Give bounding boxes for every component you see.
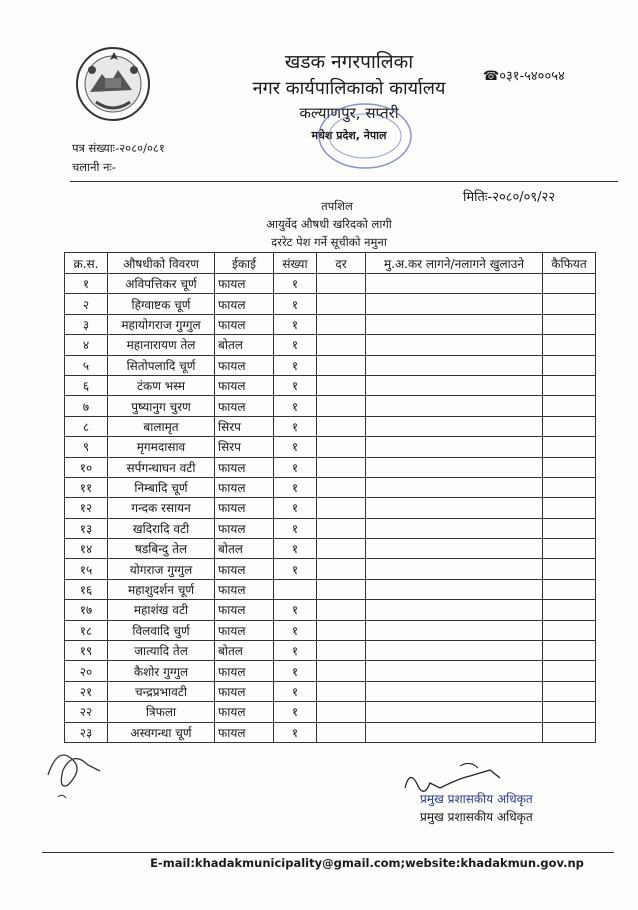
row-rate (317, 375, 366, 395)
row-qty: १ (274, 559, 317, 579)
row-qty: १ (274, 355, 317, 375)
row-remarks (543, 477, 596, 497)
row-vat (366, 641, 543, 661)
row-medicine-name: विलवादि चुर्ण (108, 620, 215, 640)
row-qty: १ (274, 681, 317, 701)
row-sn: १५ (65, 559, 108, 579)
row-unit: बोतल (215, 641, 274, 661)
row-remarks (543, 437, 596, 457)
row-rate (317, 477, 366, 497)
rate-list-heading: दररेट पेश गर्ने सूचीको नमुना (271, 235, 387, 249)
row-unit: फायल (215, 518, 274, 538)
row-qty (274, 579, 317, 599)
row-rate (317, 559, 366, 579)
header-unit: ईकाई (215, 253, 274, 274)
row-rate (317, 457, 366, 477)
row-vat (366, 498, 543, 518)
row-rate (317, 416, 366, 436)
row-remarks (543, 375, 596, 395)
row-qty: १ (274, 294, 317, 314)
row-medicine-name: कैशोर गुग्गुल (108, 661, 215, 681)
table-row (65, 416, 596, 436)
row-remarks (543, 518, 596, 538)
footer-divider (42, 852, 614, 853)
header-divider (70, 181, 618, 182)
row-remarks (543, 579, 596, 599)
row-medicine-name: महाशुदर्शन चूर्ण (108, 579, 215, 599)
row-unit: फायल (215, 274, 274, 294)
table-row (65, 335, 596, 355)
row-remarks (543, 314, 596, 334)
initial-scribble (38, 735, 108, 805)
row-unit: फायल (215, 396, 274, 416)
row-sn: ८ (65, 416, 108, 436)
row-vat (366, 702, 543, 722)
row-sn: २१ (65, 681, 108, 701)
row-rate (317, 335, 366, 355)
row-sn: १० (65, 457, 108, 477)
row-remarks (543, 661, 596, 681)
row-qty: १ (274, 498, 317, 518)
row-vat (366, 335, 543, 355)
row-vat (366, 437, 543, 457)
row-unit: फायल (215, 477, 274, 497)
row-medicine-name: जात्यादि तेल (108, 641, 215, 661)
row-remarks (543, 702, 596, 722)
row-remarks (543, 641, 596, 661)
row-medicine-name: खदिरादि वटी (108, 518, 215, 538)
table-row (65, 498, 596, 518)
table-row (65, 641, 596, 661)
row-sn: ९ (65, 437, 108, 457)
row-qty: १ (274, 375, 317, 395)
province-name: मधेश प्रदेश, नेपाल (311, 129, 387, 142)
row-remarks (543, 559, 596, 579)
row-sn: ३ (65, 314, 108, 334)
row-remarks (543, 457, 596, 477)
row-remarks (543, 600, 596, 620)
row-remarks (543, 539, 596, 559)
row-medicine-name: महायोगराज गुग्गुल (108, 314, 215, 334)
row-sn: १ (65, 274, 108, 294)
row-qty: १ (274, 641, 317, 661)
row-medicine-name: षडबिन्दु तेल (108, 539, 215, 559)
row-sn: ४ (65, 335, 108, 355)
table-row (65, 620, 596, 640)
signatory-title: प्रमुख प्रशासकीय अधिकृत (420, 810, 533, 824)
row-rate (317, 294, 366, 314)
details-heading: तपशिल (321, 199, 353, 213)
row-unit: फायल (215, 661, 274, 681)
table-row (65, 518, 596, 538)
row-remarks (543, 335, 596, 355)
row-vat (366, 539, 543, 559)
row-unit: फायल (215, 579, 274, 599)
row-vat (366, 559, 543, 579)
row-sn: २३ (65, 722, 108, 742)
table-row (65, 437, 596, 457)
row-rate (317, 314, 366, 334)
row-qty: १ (274, 437, 317, 457)
table-row (65, 600, 596, 620)
signature-stamp-text: प्रमुख प्रशासकीय अधिकृत (420, 792, 533, 806)
row-rate (317, 641, 366, 661)
row-remarks (543, 355, 596, 375)
row-unit: सिरप (215, 416, 274, 436)
table-row (65, 375, 596, 395)
row-remarks (543, 294, 596, 314)
row-sn: १७ (65, 600, 108, 620)
purchase-heading: आयुर्वेद औषधी खरिदको लागी (266, 217, 392, 231)
row-medicine-name: सर्पगन्धाघन वटी (108, 457, 215, 477)
row-medicine-name: बालामृत (108, 416, 215, 436)
row-medicine-name: योगराज गुग्गुल (108, 559, 215, 579)
row-unit: फायल (215, 457, 274, 477)
row-rate (317, 661, 366, 681)
table-row (65, 681, 596, 701)
row-vat (366, 681, 543, 701)
row-qty: १ (274, 722, 317, 742)
row-qty: १ (274, 396, 317, 416)
office-name: नगर कार्यपालिकाको कार्यालय (252, 78, 446, 99)
row-qty: १ (274, 274, 317, 294)
row-rate (317, 518, 366, 538)
header-vat: मु.अ.कर लागने/नलागने खुलाउने (366, 253, 543, 274)
municipality-name: खडक नगरपालिका (284, 51, 414, 73)
row-unit: फायल (215, 498, 274, 518)
row-unit: फायल (215, 375, 274, 395)
row-vat (366, 600, 543, 620)
row-rate (317, 722, 366, 742)
row-medicine-name: अस्वगन्धा चूर्ण (108, 722, 215, 742)
row-vat (366, 722, 543, 742)
table-row (65, 579, 596, 599)
row-rate (317, 498, 366, 518)
row-medicine-name: टंकण भस्म (108, 375, 215, 395)
row-rate (317, 539, 366, 559)
row-unit: बोतल (215, 539, 274, 559)
row-vat (366, 477, 543, 497)
row-medicine-name: त्रिफला (108, 702, 215, 722)
office-location: कल्याणपुर, सप्तरी (299, 104, 399, 122)
row-unit: सिरप (215, 437, 274, 457)
row-medicine-name: सितोपलादि चूर्ण (108, 355, 215, 375)
contact-footer: E-mail:khadakmunicipality@gmail.com;website:khadakmun.gov.np (150, 856, 584, 870)
row-unit: फायल (215, 294, 274, 314)
phone-number: ☎०३१-५४००५४ (483, 69, 565, 84)
table-row (65, 294, 596, 314)
document-date: मितिः-२०८०/०९/२२ (463, 190, 556, 205)
row-unit: फायल (215, 722, 274, 742)
row-remarks (543, 722, 596, 742)
row-vat (366, 579, 543, 599)
row-unit: फायल (215, 620, 274, 640)
row-rate (317, 702, 366, 722)
table-row (65, 314, 596, 334)
row-vat (366, 620, 543, 640)
row-qty: १ (274, 600, 317, 620)
row-sn: २ (65, 294, 108, 314)
row-vat (366, 661, 543, 681)
row-unit: फायल (215, 355, 274, 375)
header-qty: संख्या (274, 253, 317, 274)
table-row (65, 559, 596, 579)
row-sn: ६ (65, 375, 108, 395)
row-medicine-name: निम्बादि चूर्ण (108, 477, 215, 497)
header-rate: दर (317, 253, 366, 274)
row-vat (366, 457, 543, 477)
row-unit: बोतल (215, 335, 274, 355)
row-vat (366, 375, 543, 395)
table-row (65, 274, 596, 294)
row-unit: फायल (215, 681, 274, 701)
row-rate (317, 681, 366, 701)
row-vat (366, 396, 543, 416)
table-row (65, 396, 596, 416)
header-name: औषधीको विवरण (108, 253, 215, 274)
table-row (65, 539, 596, 559)
row-rate (317, 355, 366, 375)
row-sn: २० (65, 661, 108, 681)
letter-number: पत्र संख्याः-२०८०/०८१ (72, 141, 165, 155)
table-row (65, 722, 596, 742)
header-remarks: कैफियत (543, 253, 596, 274)
row-medicine-name: महाशंख वटी (108, 600, 215, 620)
row-vat (366, 518, 543, 538)
row-rate (317, 600, 366, 620)
row-remarks (543, 396, 596, 416)
row-unit: फायल (215, 559, 274, 579)
row-vat (366, 274, 543, 294)
row-qty: १ (274, 620, 317, 640)
row-sn: १६ (65, 579, 108, 599)
row-rate (317, 437, 366, 457)
row-sn: १८ (65, 620, 108, 640)
row-qty: १ (274, 702, 317, 722)
row-qty: १ (274, 539, 317, 559)
row-remarks (543, 620, 596, 640)
row-medicine-name: गन्दक रसायन (108, 498, 215, 518)
row-qty: १ (274, 457, 317, 477)
row-sn: २२ (65, 702, 108, 722)
row-rate (317, 396, 366, 416)
row-qty: १ (274, 477, 317, 497)
table-row (65, 702, 596, 722)
row-qty: १ (274, 661, 317, 681)
row-sn: १२ (65, 498, 108, 518)
row-qty: १ (274, 335, 317, 355)
row-unit: फायल (215, 600, 274, 620)
row-sn: १३ (65, 518, 108, 538)
row-medicine-name: पुष्यानुग चुरण (108, 396, 215, 416)
row-medicine-name: चन्द्रप्रभावटी (108, 681, 215, 701)
row-unit: फायल (215, 702, 274, 722)
table-row (65, 355, 596, 375)
row-rate (317, 579, 366, 599)
medicine-rate-table (64, 252, 596, 743)
row-qty: १ (274, 314, 317, 334)
row-vat (366, 416, 543, 436)
row-qty: १ (274, 518, 317, 538)
row-rate (317, 274, 366, 294)
row-sn: ५ (65, 355, 108, 375)
row-vat (366, 355, 543, 375)
office-stamp-seal (270, 96, 420, 176)
table-row (65, 661, 596, 681)
row-sn: ७ (65, 396, 108, 416)
row-vat (366, 314, 543, 334)
row-remarks (543, 274, 596, 294)
dispatch-number: चलानी नः- (72, 160, 116, 174)
table-header-row (65, 253, 596, 274)
row-vat (366, 294, 543, 314)
row-medicine-name: मृगमदासाव (108, 437, 215, 457)
row-sn: १९ (65, 641, 108, 661)
table-row (65, 477, 596, 497)
row-remarks (543, 681, 596, 701)
row-unit: फायल (215, 314, 274, 334)
row-remarks (543, 416, 596, 436)
row-qty: १ (274, 416, 317, 436)
table-row (65, 457, 596, 477)
row-remarks (543, 498, 596, 518)
row-sn: १४ (65, 539, 108, 559)
row-medicine-name: महानारायण तेल (108, 335, 215, 355)
row-rate (317, 620, 366, 640)
header-sn: क्र.स. (65, 253, 108, 274)
row-medicine-name: अविपत्तिकर चूर्ण (108, 274, 215, 294)
row-sn: ११ (65, 477, 108, 497)
row-medicine-name: हिग्वाष्टक चूर्ण (108, 294, 215, 314)
